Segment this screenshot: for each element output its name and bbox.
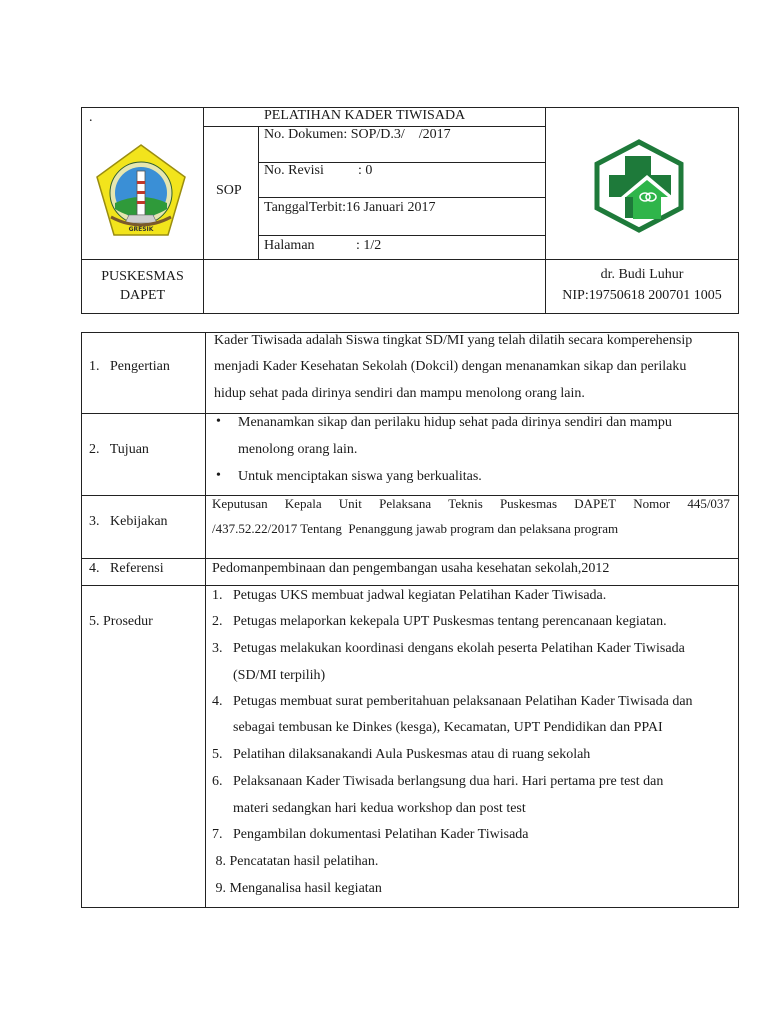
signer-nip: NIP:19750618 200701 1005 bbox=[562, 288, 722, 303]
tujuan-item: menolong orang lain. bbox=[238, 442, 358, 457]
step-text: Pengambilan dokumentasi Pelatihan Kader Tiwisada bbox=[233, 827, 529, 842]
word: Keputusan bbox=[212, 496, 268, 511]
tujuan-item: Menanamkan sikap dan perilaku hidup sehat pada dirinya sendiri dan mampu bbox=[238, 415, 672, 430]
step-text: materi sedangkan hari kedua workshop dan post test bbox=[233, 801, 526, 816]
word: Teknis bbox=[448, 496, 483, 511]
step-text: (SD/MI terpilih) bbox=[233, 668, 326, 683]
step-number: 1. bbox=[212, 588, 223, 603]
step-text: Petugas melaporkan kekepala UPT Puskesmas tentang perencanaan kegiatan. bbox=[233, 614, 667, 629]
step-number: 7. bbox=[212, 827, 223, 842]
tujuan-item: Untuk menciptakan siswa yang berkualitas. bbox=[238, 469, 482, 484]
section-label-pengertian: 1. Pengertian bbox=[89, 359, 170, 374]
puskesmas-cross-icon bbox=[591, 139, 687, 233]
signer-name: dr. Budi Luhur bbox=[600, 267, 684, 282]
bullet-icon: • bbox=[216, 468, 221, 483]
issued-value: :16 Januari 2017 bbox=[342, 200, 436, 215]
word: Pelaksana bbox=[379, 496, 432, 511]
pengertian-line: menjadi Kader Kesehatan Sekolah (Dokcil) dengan menanamkan sikap dan perilaku bbox=[214, 359, 687, 374]
issued-label: TanggalTerbit bbox=[264, 200, 343, 215]
word: Unit bbox=[338, 496, 362, 511]
step-number: 2. bbox=[212, 614, 223, 629]
section-label-tujuan: 2. Tujuan bbox=[89, 442, 149, 457]
step-text: sebagai tembusan ke Dinkes (kesga), Kecamatan, UPT Pendidikan dan PPAI bbox=[233, 720, 663, 735]
svg-text:GRESIK: GRESIK bbox=[128, 226, 154, 233]
header-dot: . bbox=[89, 110, 93, 125]
puskesmas-logo bbox=[591, 139, 687, 233]
page-label: Halaman bbox=[264, 238, 315, 253]
section-label-kebijakan: 3. Kebijakan bbox=[89, 514, 168, 529]
page-value: : 1/2 bbox=[356, 238, 382, 253]
step-extra: 8. Pencatatan hasil pelatihan. bbox=[212, 854, 379, 869]
issued-date bbox=[264, 199, 435, 217]
section-label-referensi: 4. Referensi bbox=[89, 561, 164, 576]
word: 445/037 bbox=[687, 496, 730, 511]
step-text: Petugas melakukan koordinasi dengans ekolah peserta Pelatihan Kader Tiwisada bbox=[233, 641, 685, 656]
step-text: Petugas membuat surat pemberitahuan pelaksanaan Pelatihan Kader Tiwisada dan bbox=[233, 694, 693, 709]
word: Puskesmas bbox=[499, 496, 558, 511]
gresik-emblem-logo bbox=[95, 143, 187, 238]
bullet-icon: • bbox=[216, 414, 221, 429]
step-number: 3. bbox=[212, 641, 223, 656]
document-number: No. Dokumen: SOP/D.3/ /2017 bbox=[264, 127, 451, 142]
kebijakan-line: /437.52.22/2017 Tentang Penanggung jawab program dan pelaksana program bbox=[212, 521, 619, 536]
section-label-prosedur: 5. Prosedur bbox=[89, 614, 153, 629]
word: DAPET bbox=[574, 496, 617, 511]
pengertian-line: Kader Tiwisada adalah Siswa tingkat SD/MI yang telah dilatih secara komperehensip bbox=[214, 333, 693, 348]
emblem-icon bbox=[95, 143, 187, 238]
sop-label: SOP bbox=[216, 183, 242, 198]
sop-title: PELATIHAN KADER TIWISADA bbox=[264, 108, 466, 123]
step-text: Pelatihan dilaksanakandi Aula Puskesmas atau di ruang sekolah bbox=[233, 747, 591, 762]
step-number: 5. bbox=[212, 747, 223, 762]
pengertian-line: hidup sehat pada dirinya sendiri dan mampu menolong orang lain. bbox=[214, 386, 585, 401]
step-text: Petugas UKS membuat jadwal kegiatan Pelatihan Kader Tiwisada. bbox=[233, 588, 607, 603]
org-name-line1: PUSKESMAS bbox=[101, 269, 184, 284]
step-extra: 9. Menganalisa hasil kegiatan bbox=[212, 881, 382, 896]
step-number: 6. bbox=[212, 774, 223, 789]
word: Kepala bbox=[284, 496, 322, 511]
referensi-text: Pedomanpembinaan dan pengembangan usaha kesehatan sekolah,2012 bbox=[212, 561, 610, 576]
org-name-line2: DAPET bbox=[119, 288, 166, 303]
revision-label: No. Revisi bbox=[264, 163, 324, 178]
step-text: Pelaksanaan Kader Tiwisada berlangsung dua hari. Hari pertama pre test dan bbox=[233, 774, 664, 789]
revision-value: : 0 bbox=[358, 163, 373, 178]
word: Nomor bbox=[633, 496, 671, 511]
step-number: 4. bbox=[212, 694, 223, 709]
kebijakan-line bbox=[212, 495, 730, 513]
